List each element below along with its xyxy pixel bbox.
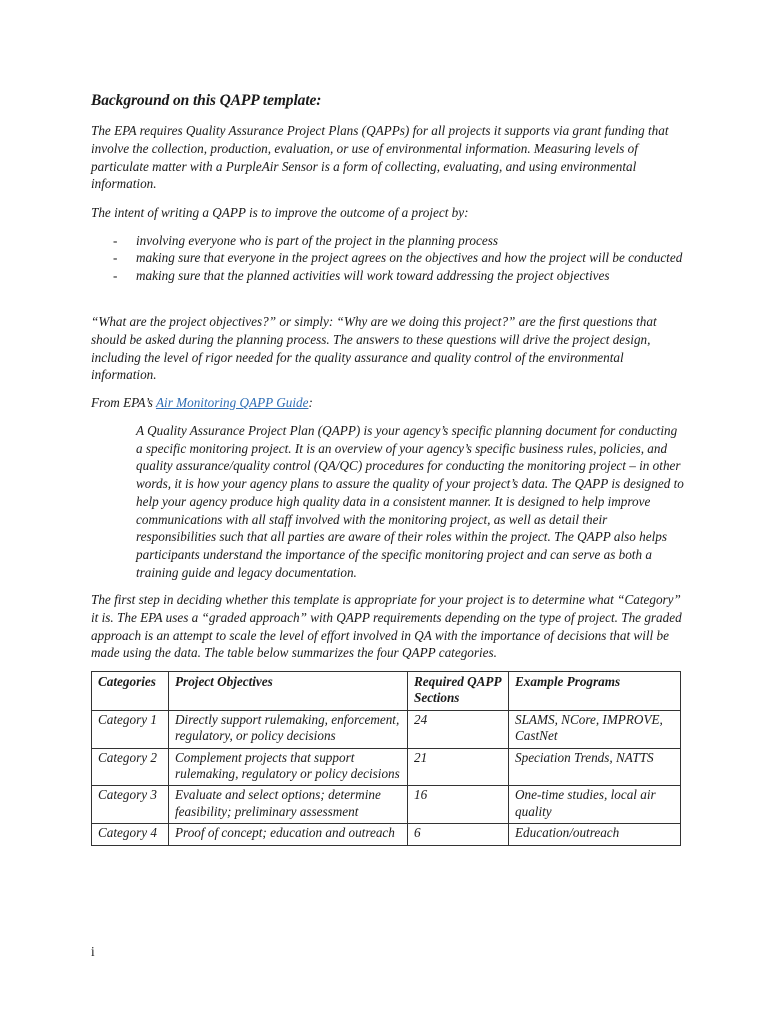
qapp-guide-link[interactable]: Air Monitoring QAPP Guide xyxy=(155,395,309,410)
dash-bullet: - xyxy=(113,267,118,283)
table-row xyxy=(92,786,681,824)
objectives-cell: Proof of concept; education and outreach xyxy=(169,824,408,845)
list-item: - making sure that everyone in the project agrees on the objectives and how the project will be conducted xyxy=(113,250,683,266)
list-item: - making sure that the planned activities will work toward addressing the project objectives xyxy=(113,267,610,283)
category-cell: Category 3 xyxy=(92,786,169,824)
intent-list xyxy=(91,232,683,284)
sections-cell: 24 xyxy=(408,710,509,748)
programs-cell: Education/outreach xyxy=(509,824,681,845)
objectives-paragraph: “What are the project objectives?” or simply: “Why are we doing this project?” are the first questions that should be asked during the planning process. The answers to these questions will drive the project design, including the level of rigor needed for the quality assurance and quality control of the environmental information. xyxy=(91,314,657,383)
table-row xyxy=(92,710,681,748)
guide-quote: A Quality Assurance Project Plan (QAPP) is your agency’s specific planning document for conducting a specific monitoring project. It is an overview of your agency’s specific business rules, policies, and quality assurance/quality control (QA/QC) procedures for conducting the monitoring project – in other words, it is how your agency plans to assure the quality of your project’s data. The QAPP is designed to help your agency produce high quality data in a consistent manner. It is designed to help improve communications with all staff involved with the monitoring project, as well as detail their responsibilities such that all parties are aware of their roles within the project. The QAPP also helps participants understand the importance of the specific monitoring project and can serve as both a training guide and legacy documentation. xyxy=(136,423,684,580)
table-row xyxy=(92,824,681,845)
category-cell: Category 4 xyxy=(92,824,169,845)
objectives-cell: Directly support rulemaking, enforcement, regulatory, or policy decisions xyxy=(169,710,408,748)
table-row xyxy=(92,748,681,786)
header-example-programs: Example Programs xyxy=(509,672,681,711)
intro-paragraph: The EPA requires Quality Assurance Project Plans (QAPPs) for all projects it supports via grant funding that involve the collection, production, evaluation, or use of environmental information. Measuring levels of particulate matter with a PurpleAir Sensor is a form of collecting, evaluating, and using environmental information. xyxy=(91,123,669,192)
programs-cell: SLAMS, NCore, IMPROVE, CastNet xyxy=(509,710,681,748)
sections-cell: 21 xyxy=(408,748,509,786)
header-required-sections: Required QAPP Sections xyxy=(408,672,509,711)
objectives-cell: Evaluate and select options; determine feasibility; preliminary assessment xyxy=(169,786,408,824)
guide-reference: From EPA’s Air Monitoring QAPP Guide: xyxy=(91,395,313,410)
intent-paragraph: The intent of writing a QAPP is to improve the outcome of a project by: xyxy=(91,205,469,220)
list-item: - involving everyone who is part of the project in the planning process xyxy=(113,233,498,248)
page-number: i xyxy=(91,944,95,959)
programs-cell: One-time studies, local air quality xyxy=(509,786,681,824)
dash-bullet: - xyxy=(113,233,118,248)
qapp-categories-table xyxy=(91,671,681,846)
sections-cell: 6 xyxy=(408,824,509,845)
category-cell: Category 2 xyxy=(92,748,169,786)
header-project-objectives: Project Objectives xyxy=(169,672,408,711)
objectives-cell: Complement projects that support rulemaking, regulatory or policy decisions xyxy=(169,748,408,786)
sections-cell: 16 xyxy=(408,786,509,824)
category-cell: Category 1 xyxy=(92,710,169,748)
category-paragraph: The first step in deciding whether this template is appropriate for your project is to determine what “Category” it is. The EPA uses a “graded approach” with QAPP requirements depending on the type of project. The graded approach is an attempt to scale the level of effort involved in QA with the importance of decisions that will be made using the data. The table below summarizes the four QAPP categories. xyxy=(91,592,682,661)
table-header-row xyxy=(92,672,681,711)
header-categories: Categories xyxy=(92,672,169,711)
section-heading: Background on this QAPP template: xyxy=(91,92,322,109)
programs-cell: Speciation Trends, NATTS xyxy=(509,748,681,786)
dash-bullet: - xyxy=(113,250,118,266)
